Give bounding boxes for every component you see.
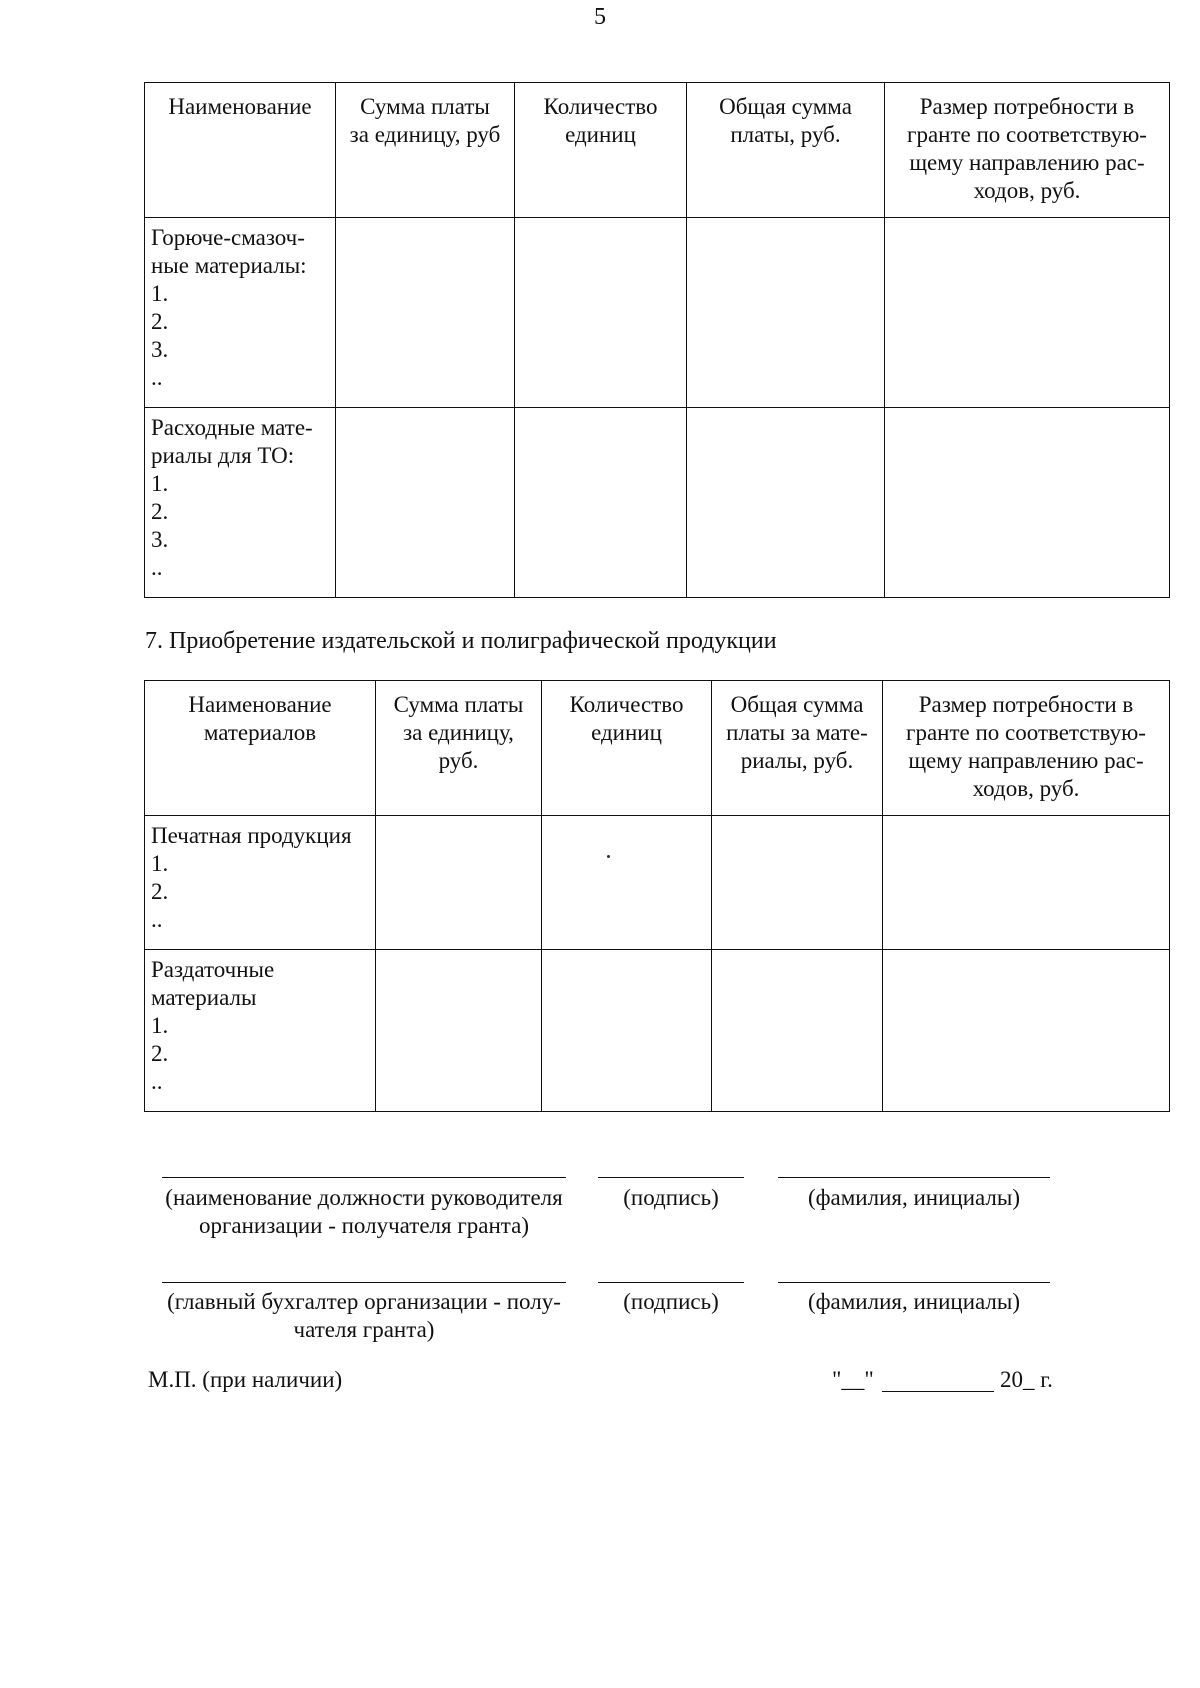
table-row: [145, 408, 1170, 598]
header-unit-price: Сумма платы за единицу, руб: [336, 83, 515, 218]
row-name-handouts: Раздаточные материалы 1. 2. ..: [145, 950, 376, 1112]
cell-empty: [336, 408, 515, 598]
header-total: Общая сумма платы за мате- риалы, руб.: [712, 681, 883, 816]
row-name-printed: Печатная продукция 1. 2. ..: [145, 816, 376, 950]
cell-empty: [883, 816, 1170, 950]
header-unit-price: Сумма платы за единицу, руб.: [376, 681, 542, 816]
header-name: Наименование: [145, 83, 336, 218]
cell-empty: [687, 218, 885, 408]
signature-line-name: [778, 1282, 1050, 1283]
signature-line-sign: [598, 1282, 744, 1283]
scan-speck: [607, 855, 610, 858]
cell-empty: [885, 218, 1170, 408]
signature-line-name: [778, 1177, 1050, 1178]
caption-full-name: (фамилия, инициалы): [807, 1289, 1021, 1314]
date-month-line: [882, 1391, 994, 1392]
table-row: [145, 816, 1170, 950]
header-quantity: Количество единиц: [515, 83, 687, 218]
caption-full-name: (фамилия, инициалы): [807, 1185, 1021, 1210]
header-material-name: Наименование материалов: [145, 681, 376, 816]
section-title: 7. Приобретение издательской и полиграфической продукции: [145, 628, 777, 654]
header-total: Общая сумма платы, руб.: [687, 83, 885, 218]
caption-director-position: (наименование должности руководителя организации - получателя гранта): [165, 1185, 563, 1238]
cell-empty: [376, 816, 542, 950]
signature-line-position: [162, 1177, 566, 1178]
cell-empty: [883, 950, 1170, 1112]
table-header-row: [145, 83, 1170, 218]
date-day: "__": [832, 1367, 874, 1392]
date-year: 20_ г.: [1000, 1367, 1053, 1392]
expense-table-fuel: [144, 82, 1170, 598]
signature-line-position: [162, 1282, 566, 1283]
cell-empty: [542, 950, 712, 1112]
cell-empty: [885, 408, 1170, 598]
caption-signature: (подпись): [623, 1289, 719, 1314]
cell-empty: [376, 950, 542, 1112]
table-row: [145, 218, 1170, 408]
row-name-consumables: Расходные мате- риалы для ТО: 1. 2. 3. ..: [145, 408, 336, 598]
expense-table-printing: [144, 680, 1170, 1112]
cell-empty: [515, 218, 687, 408]
cell-empty: [542, 816, 712, 950]
stamp-label: М.П. (при наличии): [148, 1367, 343, 1392]
table-header-row: [145, 681, 1170, 816]
header-grant-need: Размер потребности в гранте по соответствую- щему направлению рас- ходов, руб.: [883, 681, 1170, 816]
caption-accountant-position: (главный бухгалтер организации - полу- чателя гранта): [167, 1289, 561, 1342]
page-number: 5: [594, 4, 606, 30]
cell-empty: [515, 408, 687, 598]
cell-empty: [712, 950, 883, 1112]
cell-empty: [712, 816, 883, 950]
header-grant-need: Размер потребности в гранте по соответствую- щему направлению рас- ходов, руб.: [885, 83, 1170, 218]
cell-empty: [336, 218, 515, 408]
row-name-fuel: Горюче-смазоч- ные материалы: 1. 2. 3. ..: [145, 218, 336, 408]
signature-line-sign: [598, 1177, 744, 1178]
header-quantity: Количество единиц: [542, 681, 712, 816]
caption-signature: (подпись): [623, 1185, 719, 1210]
table-row: [145, 950, 1170, 1112]
cell-empty: [687, 408, 885, 598]
